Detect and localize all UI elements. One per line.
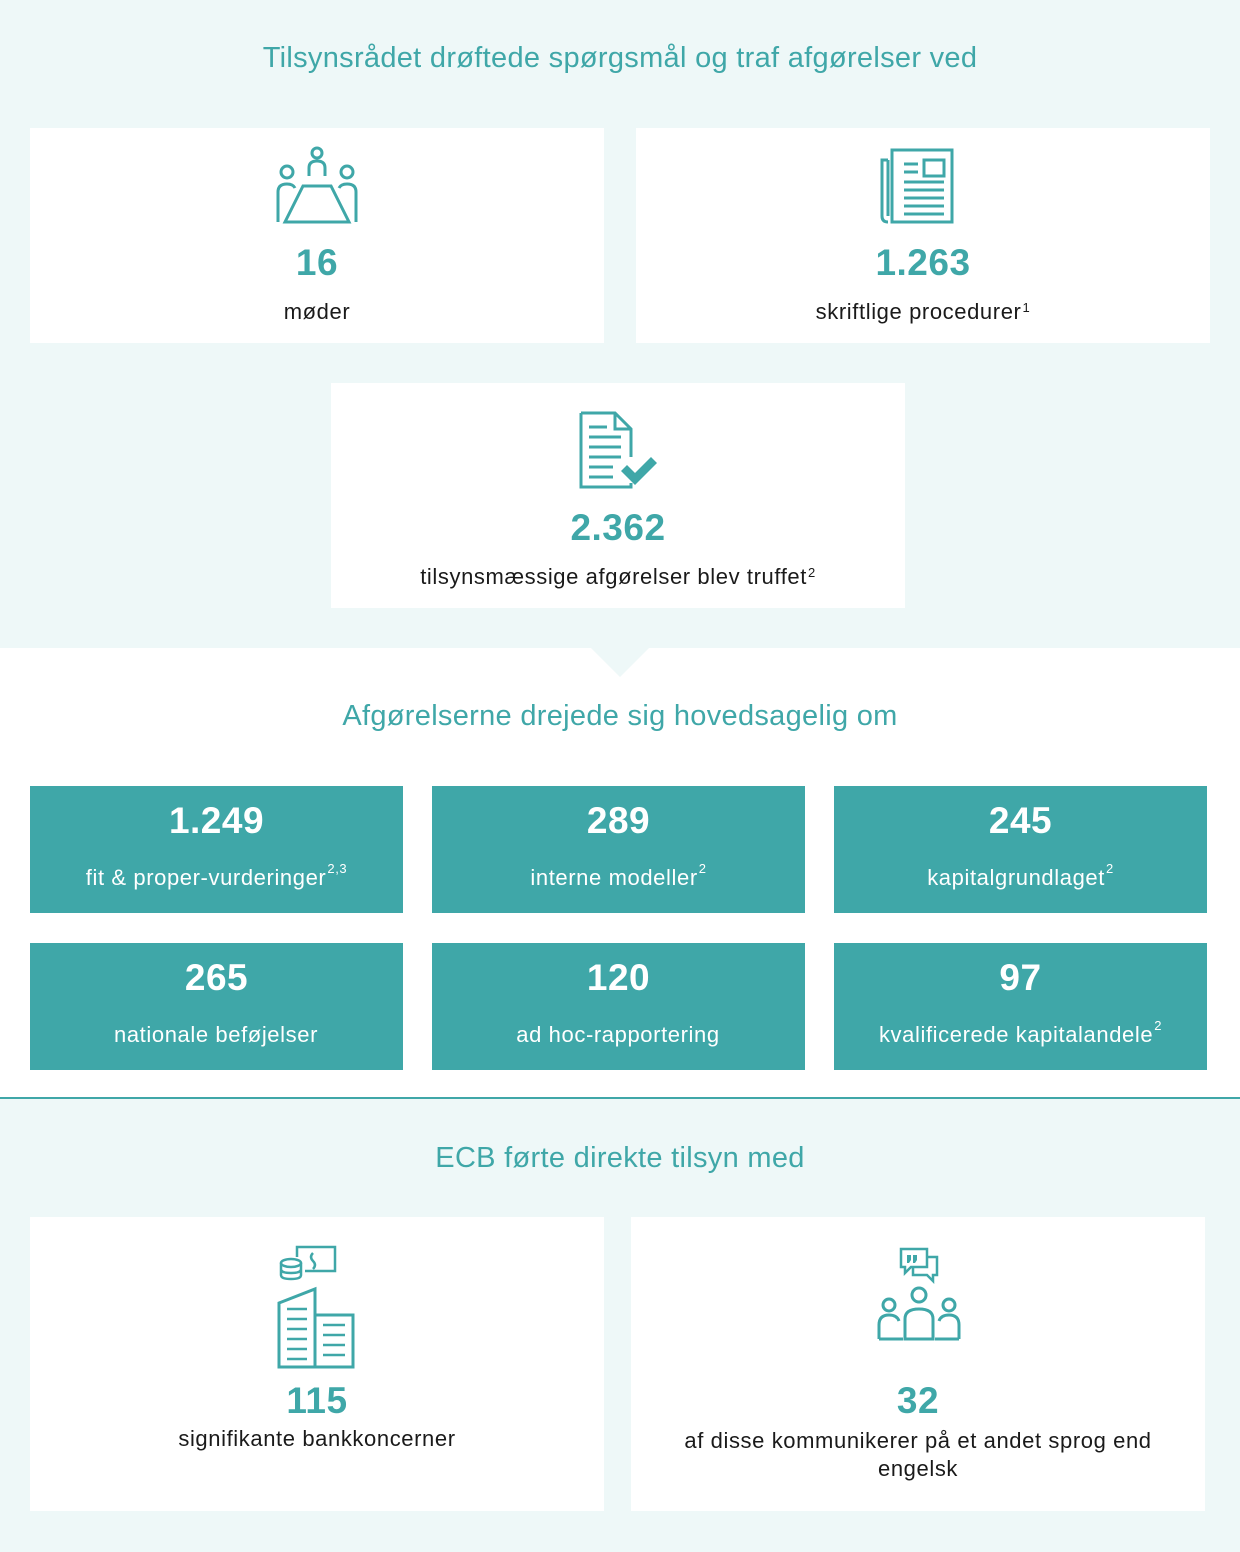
meetings-label: møder <box>283 299 351 324</box>
section1-heading: Tilsynsrådet drøftede spørgsmål og traf afgørelser ved <box>262 42 978 74</box>
tile-value: 1.249 <box>168 800 265 841</box>
section2-heading: Afgørelserne drejede sig hovedsagelig om <box>342 700 898 732</box>
card-significant-banks <box>30 1217 604 1511</box>
card-supervisory-decisions <box>331 383 905 608</box>
non-english-value: 32 <box>896 1380 940 1421</box>
tile-value: 245 <box>988 800 1053 841</box>
procedures-value: 1.263 <box>875 242 971 283</box>
tile-value: 97 <box>999 957 1042 998</box>
tile-value: 289 <box>586 800 651 841</box>
section3-heading: ECB førte direkte tilsyn med <box>435 1142 805 1174</box>
meeting-table-icon <box>275 146 359 228</box>
newspaper-document-icon <box>878 148 958 226</box>
people-speech-icon <box>877 1245 961 1341</box>
tile-label: nationale beføjelser <box>113 1022 318 1047</box>
tile-label: ad hoc-rapportering <box>516 1022 720 1047</box>
decisions-label: tilsynsmæssige afgørelser blev truffet$^2$ <box>420 564 816 589</box>
card-written-procedures <box>636 128 1210 343</box>
tile-qualifying-holdings <box>834 943 1207 1070</box>
decisions-value: 2.362 <box>570 507 666 548</box>
tile-label: fit & proper-vurderinger$^{2,3}$ <box>85 861 348 890</box>
tile-label: kapitalgrundlaget$^2$ <box>927 861 1114 890</box>
tile-ad-hoc-reporting <box>432 943 805 1070</box>
tile-label: interne modeller$^2$ <box>530 861 707 890</box>
tile-own-funds <box>834 786 1207 913</box>
tile-value: 120 <box>586 957 651 998</box>
tile-internal-models <box>432 786 805 913</box>
tile-value: 265 <box>184 957 249 998</box>
card-non-english-banks <box>631 1217 1205 1511</box>
meetings-value: 16 <box>295 242 339 283</box>
banks-value: 115 <box>286 1380 348 1421</box>
tile-label: kvalificerede kapitalandele$^2$ <box>878 1018 1163 1047</box>
section-pointer <box>590 647 650 677</box>
non-english-label: af disse kommunikerer på et andet sprog end engelsk <box>684 1428 1152 1481</box>
card-meetings <box>30 128 604 343</box>
bank-buildings-icon <box>275 1245 359 1369</box>
tile-fit-proper <box>30 786 403 913</box>
procedures-label: skriftlige procedurer$^1$ <box>815 299 1031 324</box>
tile-national-powers <box>30 943 403 1070</box>
checked-document-icon <box>579 411 659 491</box>
banks-label: signifikante bankkoncerner <box>178 1426 456 1451</box>
